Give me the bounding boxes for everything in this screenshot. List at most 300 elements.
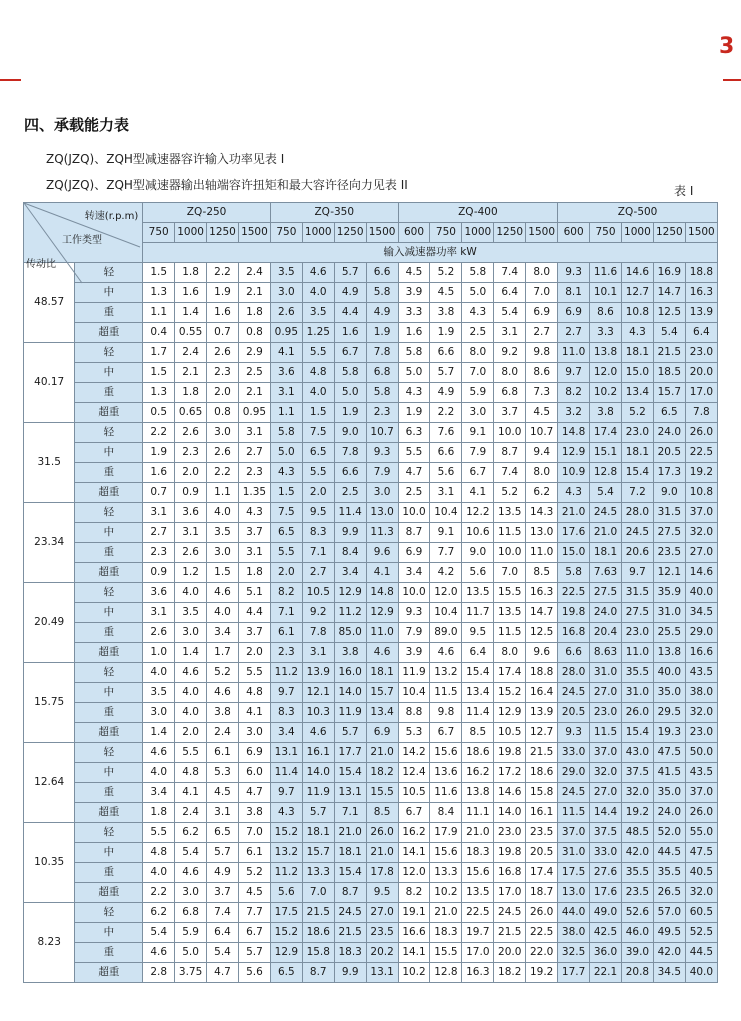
value-cell: 15.0	[621, 363, 653, 383]
value-cell: 21.0	[462, 823, 494, 843]
value-cell: 1.9	[207, 283, 239, 303]
value-cell: 2.7	[526, 323, 558, 343]
value-cell: 23.5	[526, 823, 558, 843]
value-cell: 31.0	[653, 603, 685, 623]
value-cell: 35.0	[653, 783, 685, 803]
value-cell: 3.3	[398, 303, 430, 323]
value-cell: 43.5	[685, 763, 717, 783]
value-cell: 14.0	[334, 683, 366, 703]
ratio-cell: 23.34	[24, 503, 75, 583]
value-cell: 6.1	[238, 843, 270, 863]
value-cell: 2.2	[207, 463, 239, 483]
value-cell: 32.0	[590, 763, 622, 783]
value-cell: 13.8	[653, 643, 685, 663]
work-type-cell: 中	[75, 603, 143, 623]
value-cell: 18.2	[366, 763, 398, 783]
value-cell: 18.8	[685, 263, 717, 283]
value-cell: 14.0	[302, 763, 334, 783]
value-cell: 1.5	[270, 483, 302, 503]
value-cell: 3.7	[494, 403, 526, 423]
value-cell: 4.9	[430, 383, 462, 403]
value-cell: 37.5	[621, 763, 653, 783]
value-cell: 18.6	[462, 743, 494, 763]
value-cell: 1.3	[143, 283, 175, 303]
value-cell: 1.25	[302, 323, 334, 343]
value-cell: 60.5	[685, 903, 717, 923]
value-cell: 9.3	[558, 723, 590, 743]
value-cell: 7.1	[270, 603, 302, 623]
value-cell: 7.8	[334, 443, 366, 463]
value-cell: 20.5	[558, 703, 590, 723]
value-cell: 15.1	[590, 443, 622, 463]
value-cell: 22.1	[590, 963, 622, 983]
value-cell: 5.7	[430, 363, 462, 383]
value-cell: 10.0	[398, 503, 430, 523]
value-cell: 18.3	[462, 843, 494, 863]
value-cell: 13.3	[302, 863, 334, 883]
value-cell: 11.5	[558, 803, 590, 823]
value-cell: 6.9	[558, 303, 590, 323]
value-cell: 6.9	[526, 303, 558, 323]
table-row	[24, 863, 718, 883]
value-cell: 14.6	[494, 783, 526, 803]
value-cell: 5.5	[238, 663, 270, 683]
value-cell: 4.4	[238, 603, 270, 623]
value-cell: 4.0	[302, 283, 334, 303]
work-type-cell: 中	[75, 843, 143, 863]
value-cell: 3.0	[366, 483, 398, 503]
value-cell: 1.6	[334, 323, 366, 343]
value-cell: 0.8	[207, 403, 239, 423]
value-cell: 1.4	[143, 723, 175, 743]
value-cell: 9.6	[366, 543, 398, 563]
value-cell: 2.6	[207, 343, 239, 363]
value-cell: 44.5	[685, 943, 717, 963]
value-cell: 17.2	[494, 763, 526, 783]
value-cell: 35.5	[621, 663, 653, 683]
value-cell: 5.7	[238, 943, 270, 963]
value-cell: 10.9	[558, 463, 590, 483]
table-row	[24, 623, 718, 643]
value-cell: 9.7	[270, 683, 302, 703]
value-cell: 15.7	[653, 383, 685, 403]
corner-speed-label: 转速(r.p.m)	[84, 211, 139, 222]
value-cell: 6.9	[238, 743, 270, 763]
value-cell: 18.1	[366, 663, 398, 683]
value-cell: 10.5	[398, 783, 430, 803]
ratio-cell: 12.64	[24, 743, 75, 823]
value-cell: 3.6	[270, 363, 302, 383]
value-cell: 5.4	[207, 943, 239, 963]
value-cell: 2.6	[270, 303, 302, 323]
work-type-cell: 超重	[75, 403, 143, 423]
value-cell: 39.0	[621, 943, 653, 963]
work-type-cell: 超重	[75, 643, 143, 663]
value-cell: 28.0	[621, 503, 653, 523]
value-cell: 5.1	[238, 583, 270, 603]
value-cell: 23.0	[621, 623, 653, 643]
value-cell: 7.5	[302, 423, 334, 443]
value-cell: 22.5	[462, 903, 494, 923]
value-cell: 15.4	[621, 463, 653, 483]
table-row	[24, 443, 718, 463]
table-row	[24, 663, 718, 683]
value-cell: 8.0	[494, 643, 526, 663]
value-cell: 43.0	[621, 743, 653, 763]
work-type-cell: 重	[75, 863, 143, 883]
value-cell: 24.5	[334, 903, 366, 923]
value-cell: 4.0	[175, 683, 207, 703]
value-cell: 40.0	[685, 583, 717, 603]
value-cell: 8.4	[430, 803, 462, 823]
ratio-cell: 10.35	[24, 823, 75, 903]
table-row	[24, 843, 718, 863]
value-cell: 1.4	[175, 303, 207, 323]
value-cell: 12.9	[494, 703, 526, 723]
value-cell: 6.5	[270, 523, 302, 543]
value-cell: 11.4	[334, 503, 366, 523]
work-type-cell: 超重	[75, 803, 143, 823]
value-cell: 9.7	[558, 363, 590, 383]
work-type-cell: 重	[75, 783, 143, 803]
value-cell: 1.5	[302, 403, 334, 423]
work-type-cell: 中	[75, 763, 143, 783]
value-cell: 15.5	[430, 943, 462, 963]
value-cell: 4.2	[430, 563, 462, 583]
value-cell: 9.8	[430, 703, 462, 723]
value-cell: 32.0	[685, 703, 717, 723]
value-cell: 4.1	[462, 483, 494, 503]
value-cell: 7.5	[270, 503, 302, 523]
value-cell: 40.0	[653, 663, 685, 683]
value-cell: 27.5	[621, 603, 653, 623]
value-cell: 8.5	[366, 803, 398, 823]
work-type-cell: 轻	[75, 343, 143, 363]
ratio-cell: 48.57	[24, 263, 75, 343]
value-cell: 15.2	[270, 823, 302, 843]
value-cell: 11.6	[430, 783, 462, 803]
value-cell: 4.1	[270, 343, 302, 363]
value-cell: 3.6	[143, 583, 175, 603]
value-cell: 3.1	[494, 323, 526, 343]
value-cell: 10.4	[430, 503, 462, 523]
value-cell: 4.0	[143, 763, 175, 783]
value-cell: 7.0	[302, 883, 334, 903]
value-cell: 19.7	[462, 923, 494, 943]
value-cell: 1.6	[207, 303, 239, 323]
value-cell: 22.5	[685, 443, 717, 463]
value-cell: 20.5	[526, 843, 558, 863]
table-row	[24, 323, 718, 343]
value-cell: 4.6	[175, 863, 207, 883]
value-cell: 5.5	[175, 743, 207, 763]
value-cell: 9.1	[462, 423, 494, 443]
speed-header: 600	[558, 223, 590, 243]
value-cell: 6.7	[430, 723, 462, 743]
value-cell: 9.4	[526, 443, 558, 463]
value-cell: 3.5	[302, 303, 334, 323]
value-cell: 40.0	[685, 963, 717, 983]
value-cell: 18.1	[334, 843, 366, 863]
value-cell: 4.9	[366, 303, 398, 323]
value-cell: 2.0	[175, 723, 207, 743]
table-row	[24, 463, 718, 483]
value-cell: 29.0	[558, 763, 590, 783]
value-cell: 15.7	[366, 683, 398, 703]
red-rule-right	[723, 79, 741, 81]
value-cell: 3.6	[175, 503, 207, 523]
value-cell: 6.5	[207, 823, 239, 843]
value-cell: 42.0	[653, 943, 685, 963]
value-cell: 7.0	[526, 283, 558, 303]
value-cell: 20.4	[590, 623, 622, 643]
model-header-zq-350: ZQ-350	[270, 203, 398, 223]
value-cell: 2.3	[175, 443, 207, 463]
value-cell: 13.5	[494, 603, 526, 623]
value-cell: 21.5	[653, 343, 685, 363]
value-cell: 29.0	[685, 623, 717, 643]
value-cell: 8.2	[558, 383, 590, 403]
value-cell: 9.0	[653, 483, 685, 503]
value-cell: 18.3	[334, 943, 366, 963]
value-cell: 5.2	[207, 663, 239, 683]
value-cell: 3.4	[143, 783, 175, 803]
value-cell: 19.1	[398, 903, 430, 923]
value-cell: 19.8	[494, 843, 526, 863]
value-cell: 7.1	[302, 543, 334, 563]
value-cell: 14.6	[621, 263, 653, 283]
speed-header: 750	[430, 223, 462, 243]
value-cell: 19.2	[685, 463, 717, 483]
value-cell: 21.0	[590, 523, 622, 543]
value-cell: 11.5	[494, 523, 526, 543]
value-cell: 21.5	[334, 923, 366, 943]
value-cell: 2.9	[238, 343, 270, 363]
value-cell: 7.7	[430, 543, 462, 563]
value-cell: 9.3	[366, 443, 398, 463]
value-cell: 13.6	[430, 763, 462, 783]
value-cell: 5.0	[398, 363, 430, 383]
value-cell: 24.0	[653, 803, 685, 823]
value-cell: 13.9	[685, 303, 717, 323]
value-cell: 6.0	[238, 763, 270, 783]
value-cell: 3.2	[558, 403, 590, 423]
power-capacity-table	[23, 202, 718, 983]
value-cell: 15.4	[621, 723, 653, 743]
value-cell: 0.8	[238, 323, 270, 343]
value-cell: 2.1	[238, 383, 270, 403]
value-cell: 15.7	[302, 843, 334, 863]
work-type-cell: 轻	[75, 263, 143, 283]
speed-header: 1250	[207, 223, 239, 243]
value-cell: 4.9	[207, 863, 239, 883]
value-cell: 4.0	[143, 663, 175, 683]
value-cell: 2.0	[175, 463, 207, 483]
table-row	[24, 363, 718, 383]
value-cell: 2.6	[143, 623, 175, 643]
value-cell: 2.2	[207, 263, 239, 283]
value-cell: 16.1	[302, 743, 334, 763]
table-row	[24, 343, 718, 363]
value-cell: 14.0	[494, 803, 526, 823]
value-cell: 2.4	[238, 263, 270, 283]
value-cell: 4.0	[175, 583, 207, 603]
value-cell: 13.2	[430, 663, 462, 683]
value-cell: 50.0	[685, 743, 717, 763]
table-row	[24, 483, 718, 503]
work-type-cell: 重	[75, 703, 143, 723]
value-cell: 5.6	[270, 883, 302, 903]
value-cell: 12.0	[430, 583, 462, 603]
value-cell: 1.8	[143, 803, 175, 823]
value-cell: 6.9	[398, 543, 430, 563]
value-cell: 4.1	[238, 703, 270, 723]
value-cell: 4.6	[302, 723, 334, 743]
value-cell: 35.9	[653, 583, 685, 603]
work-type-cell: 超重	[75, 563, 143, 583]
value-cell: 10.0	[494, 543, 526, 563]
value-cell: 1.2	[175, 563, 207, 583]
value-cell: 1.5	[143, 363, 175, 383]
value-cell: 17.7	[558, 963, 590, 983]
value-cell: 4.6	[143, 743, 175, 763]
value-cell: 6.9	[366, 723, 398, 743]
value-cell: 19.8	[558, 603, 590, 623]
work-type-cell: 轻	[75, 423, 143, 443]
value-cell: 11.0	[621, 643, 653, 663]
value-cell: 5.8	[366, 283, 398, 303]
value-cell: 26.5	[653, 883, 685, 903]
table-number-label: 表 I	[674, 184, 694, 198]
value-cell: 15.4	[334, 863, 366, 883]
value-cell: 21.0	[430, 903, 462, 923]
value-cell: 8.7	[334, 883, 366, 903]
value-cell: 19.3	[653, 723, 685, 743]
table-row	[24, 583, 718, 603]
speed-header: 1250	[494, 223, 526, 243]
value-cell: 18.1	[590, 543, 622, 563]
value-cell: 22.5	[526, 923, 558, 943]
value-cell: 12.1	[653, 563, 685, 583]
value-cell: 38.0	[558, 923, 590, 943]
value-cell: 11.1	[462, 803, 494, 823]
value-cell: 9.9	[334, 523, 366, 543]
value-cell: 9.2	[302, 603, 334, 623]
value-cell: 1.8	[238, 303, 270, 323]
value-cell: 21.0	[334, 823, 366, 843]
ratio-cell: 15.75	[24, 663, 75, 743]
value-cell: 15.2	[270, 923, 302, 943]
value-cell: 12.5	[653, 303, 685, 323]
value-cell: 5.0	[175, 943, 207, 963]
value-cell: 13.4	[366, 703, 398, 723]
value-cell: 20.8	[621, 963, 653, 983]
value-cell: 24.5	[621, 523, 653, 543]
value-cell: 6.2	[143, 903, 175, 923]
ratio-cell: 8.23	[24, 903, 75, 983]
value-cell: 7.8	[302, 623, 334, 643]
value-cell: 17.0	[494, 883, 526, 903]
value-cell: 3.0	[270, 283, 302, 303]
value-cell: 31.0	[621, 683, 653, 703]
value-cell: 42.5	[590, 923, 622, 943]
value-cell: 13.0	[366, 503, 398, 523]
value-cell: 5.3	[207, 763, 239, 783]
value-cell: 5.4	[653, 323, 685, 343]
value-cell: 19.8	[494, 743, 526, 763]
value-cell: 22.0	[526, 943, 558, 963]
value-cell: 5.4	[175, 843, 207, 863]
value-cell: 11.9	[398, 663, 430, 683]
value-cell: 1.6	[143, 463, 175, 483]
value-cell: 5.6	[462, 563, 494, 583]
work-type-cell: 重	[75, 543, 143, 563]
value-cell: 27.6	[590, 863, 622, 883]
table-row	[24, 823, 718, 843]
value-cell: 44.0	[558, 903, 590, 923]
value-cell: 8.5	[462, 723, 494, 743]
value-cell: 5.6	[430, 463, 462, 483]
value-cell: 12.9	[334, 583, 366, 603]
value-cell: 3.0	[175, 623, 207, 643]
value-cell: 17.9	[430, 823, 462, 843]
work-type-cell: 轻	[75, 503, 143, 523]
value-cell: 1.4	[175, 643, 207, 663]
value-cell: 10.8	[621, 303, 653, 323]
value-cell: 89.0	[430, 623, 462, 643]
value-cell: 2.3	[270, 643, 302, 663]
value-cell: 27.5	[590, 583, 622, 603]
value-cell: 37.0	[685, 783, 717, 803]
speed-header: 1500	[526, 223, 558, 243]
value-cell: 9.3	[558, 263, 590, 283]
value-cell: 17.4	[526, 863, 558, 883]
speed-header: 1250	[334, 223, 366, 243]
value-cell: 5.5	[302, 463, 334, 483]
table-row	[24, 303, 718, 323]
value-cell: 2.7	[238, 443, 270, 463]
value-cell: 6.5	[270, 963, 302, 983]
value-cell: 10.0	[494, 423, 526, 443]
value-cell: 6.4	[462, 643, 494, 663]
value-cell: 12.7	[526, 723, 558, 743]
value-cell: 10.5	[494, 723, 526, 743]
value-cell: 4.0	[302, 383, 334, 403]
value-cell: 27.5	[653, 523, 685, 543]
value-cell: 12.0	[398, 863, 430, 883]
value-cell: 4.0	[175, 703, 207, 723]
value-cell: 8.8	[398, 703, 430, 723]
value-cell: 17.4	[494, 663, 526, 683]
value-cell: 5.5	[270, 543, 302, 563]
value-cell: 13.1	[334, 783, 366, 803]
speed-header: 1000	[302, 223, 334, 243]
value-cell: 10.1	[590, 283, 622, 303]
value-cell: 1.6	[398, 323, 430, 343]
value-cell: 14.4	[590, 803, 622, 823]
value-cell: 32.0	[685, 523, 717, 543]
value-cell: 17.6	[590, 883, 622, 903]
value-cell: 2.0	[207, 383, 239, 403]
value-cell: 4.6	[207, 583, 239, 603]
value-cell: 7.8	[366, 343, 398, 363]
value-cell: 3.5	[143, 683, 175, 703]
value-cell: 13.0	[558, 883, 590, 903]
value-cell: 11.0	[526, 543, 558, 563]
value-cell: 4.6	[366, 643, 398, 663]
table-row	[24, 883, 718, 903]
value-cell: 52.0	[653, 823, 685, 843]
